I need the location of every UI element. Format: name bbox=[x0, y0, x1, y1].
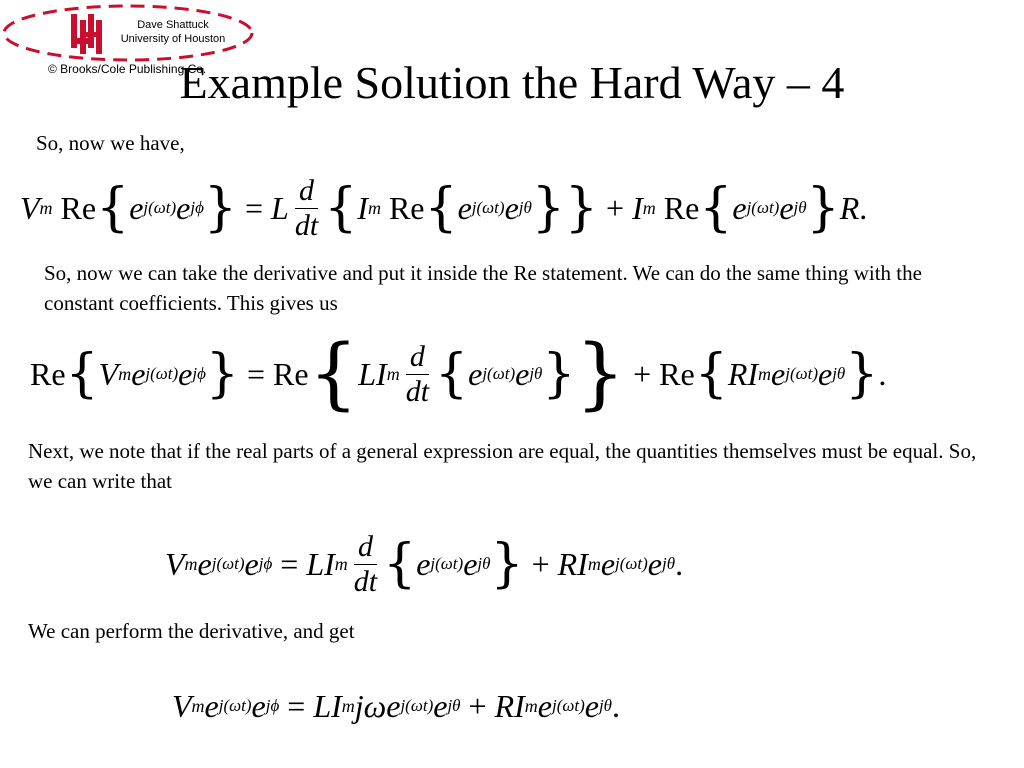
equation-4: V m e j(ωt) e jϕ = LI m jωe j(ωt) e jθ + RI m e j(ωt) e jθ . bbox=[172, 687, 621, 724]
author-block bbox=[108, 18, 238, 46]
paragraph-4: We can perform the derivative, and get bbox=[28, 619, 355, 643]
equation-1: V m Re { e j(ωt) e jϕ } = L $\frac{d}{dt}$ { I m Re { e j(ωt) e jθ }} + I m Re { e j(ωt) e jθ } R . bbox=[20, 173, 868, 242]
author-name: Dave Shattuck bbox=[137, 19, 209, 31]
copyright-notice: © Brooks/Cole Publishing Co. bbox=[48, 62, 207, 76]
paragraph-3: Next, we note that if the real parts of a general expression are equal, the quantities themselves must be equal. So, we can write that bbox=[28, 439, 977, 493]
paragraph-1: So, now we have, bbox=[36, 131, 185, 155]
paragraph-2: So, now we can take the derivative and put it inside the Re statement. We can do the same thing with the constant coefficients. This gives us bbox=[44, 261, 922, 315]
equation-3: V m e j(ωt) e jϕ = LI m $\frac{d}{dt}$ { e j(ωt) e jθ } + RI m e j(ωt) e jθ . bbox=[165, 529, 684, 598]
author-affiliation: University of Houston bbox=[120, 33, 226, 45]
slide-title: Example Solution the Hard Way – 4 bbox=[179, 57, 845, 108]
equation-2: Re { V m e j(ωt) e jϕ } = Re { LI m $\frac{d}{dt}$ { e j(ωt) e jθ } } + Re { RI m e j(ωt) e jθ } . bbox=[30, 328, 887, 419]
